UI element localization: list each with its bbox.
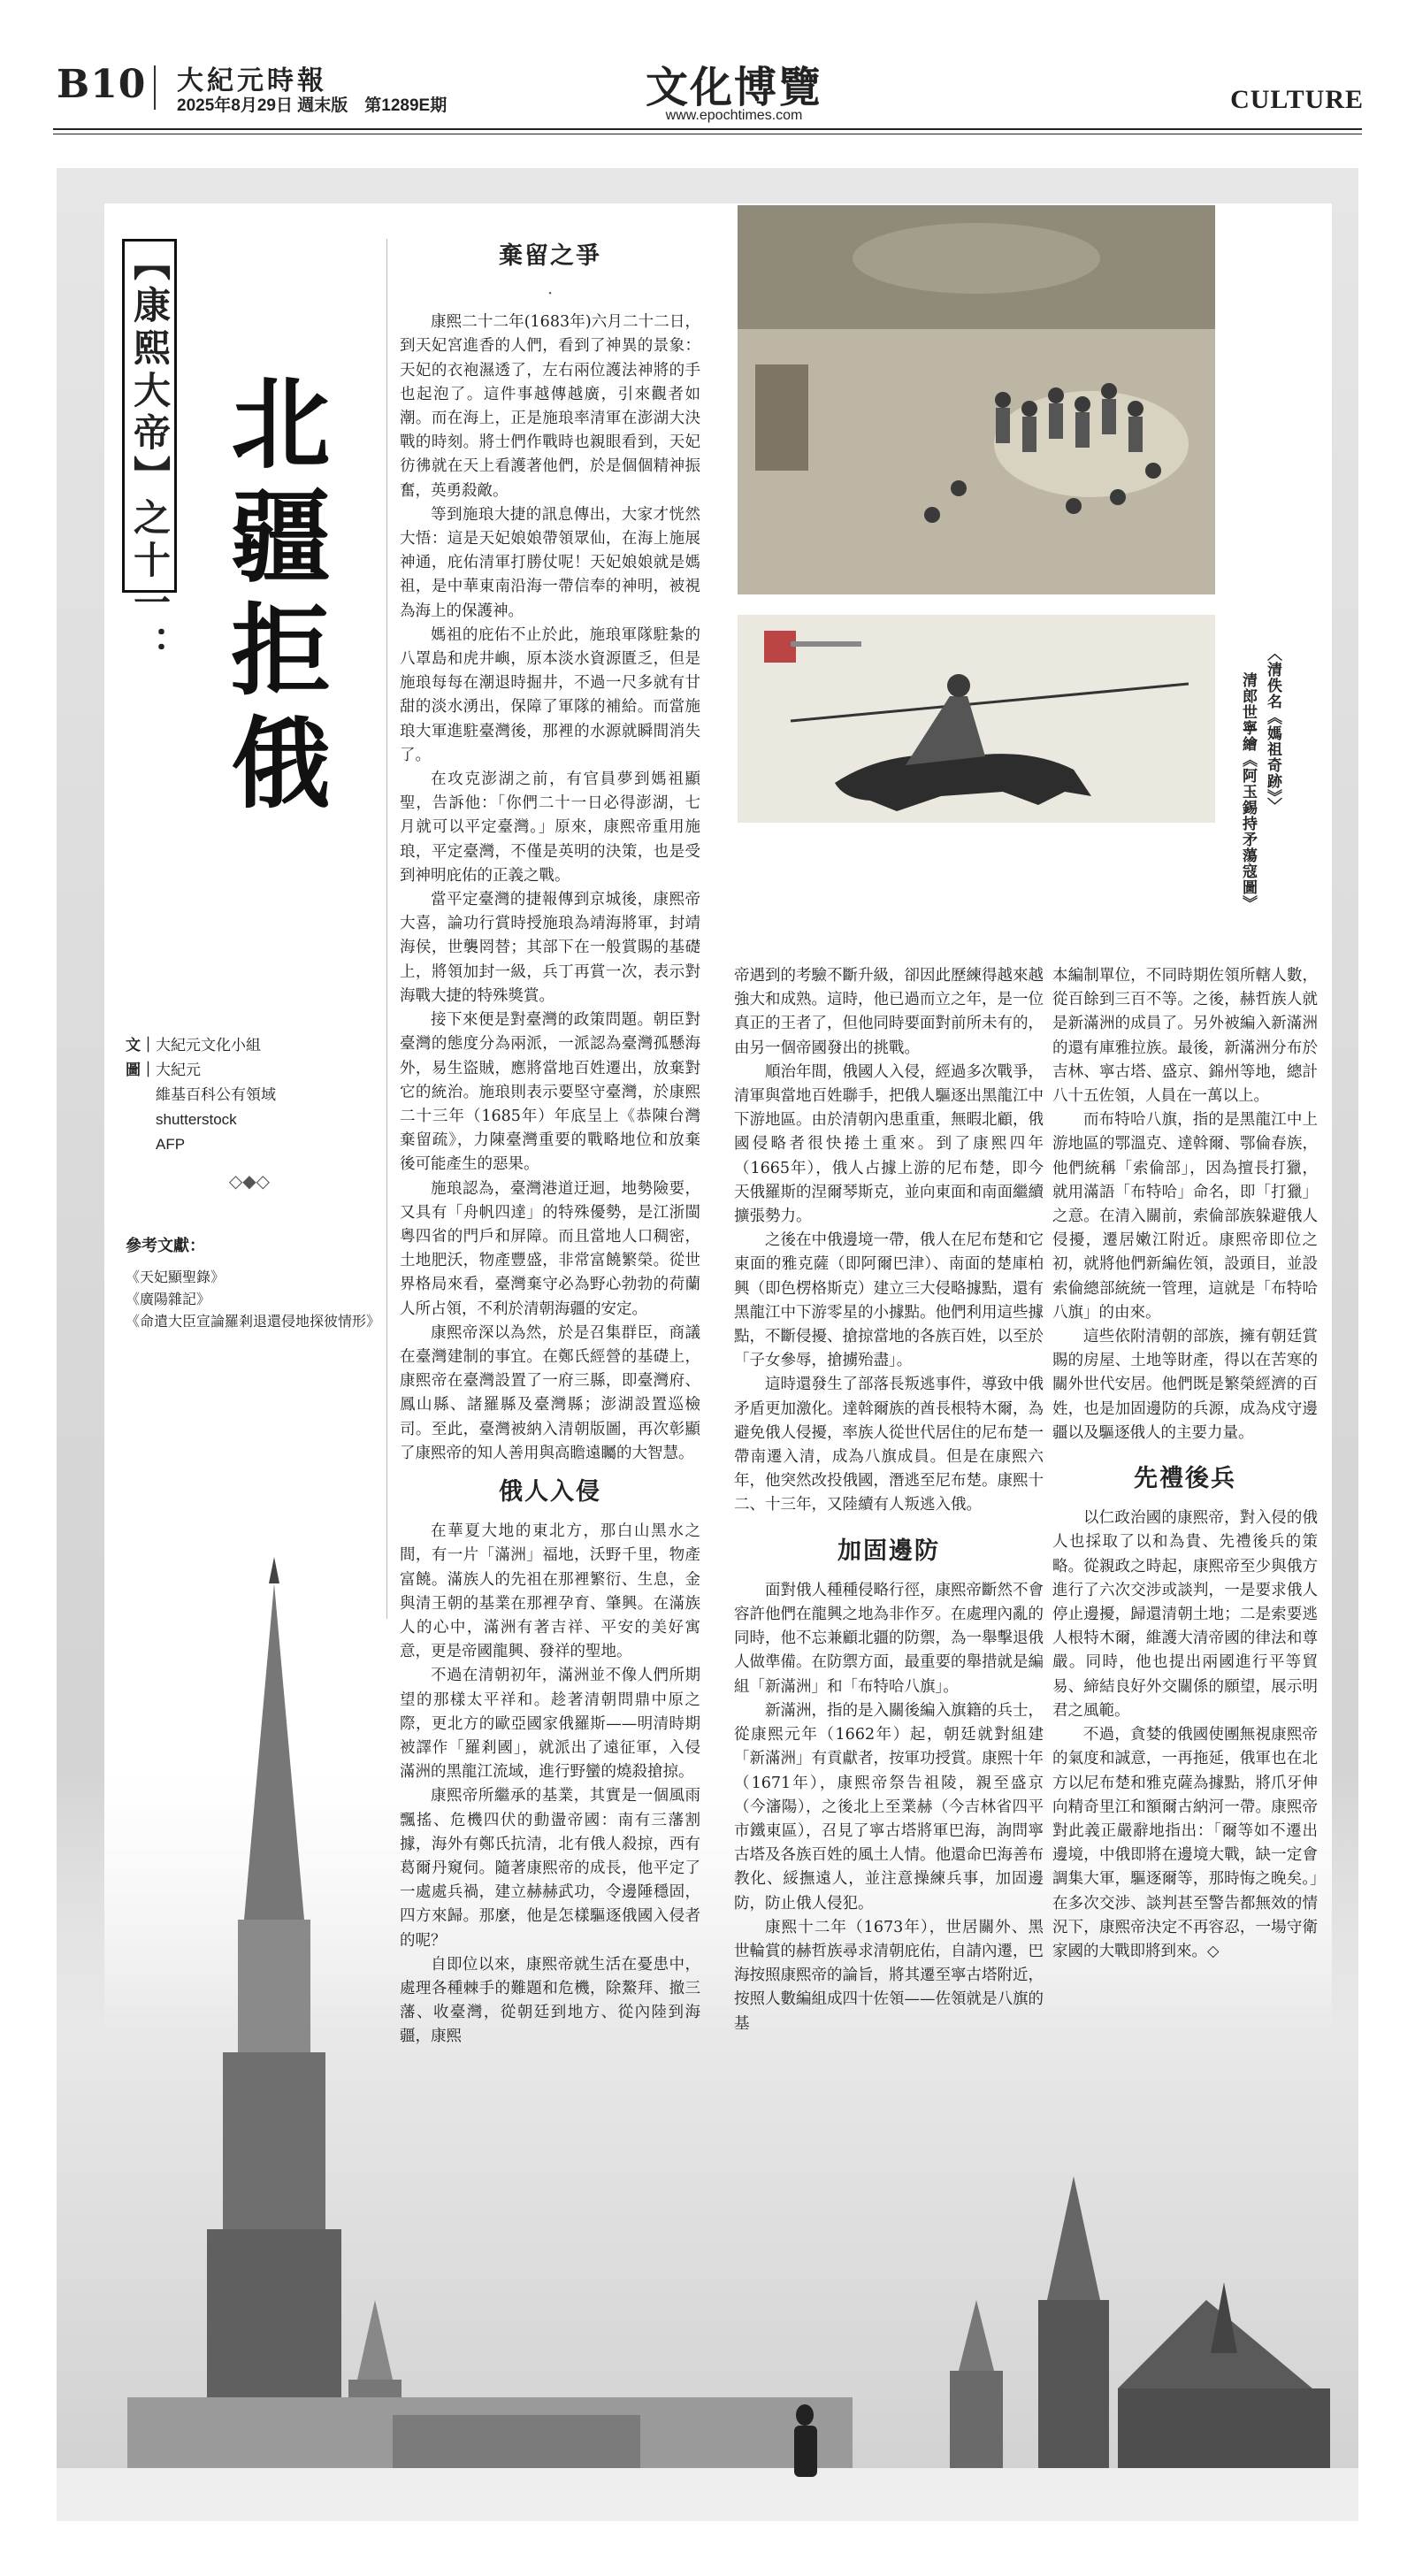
paragraph: 施琅認為，臺灣港道迂迴，地勢險要，又具有「舟帆四達」的特殊優勢，是江浙閩粵四省的門戶和屏障。而且當地人口稠密，土地肥沃，物產豐盛，非常富饒繁榮。從世界格局來看，臺灣棄守必為野心勃勃的荷蘭人所占領，不利於清朝海疆的安定。 [400,1179,700,1318]
paragraph: 康熙十二年（1673年），世居關外、黑世輪賞的赫哲族尋求清朝庇佑，自請內遷，巴海按照康熙帝的論旨，將其遷至寧古塔附近，按照人數編組成四十佐領——佐領就是八旗的基 [734,1918,1044,2033]
subhead-3: 加固邊防 [838,1537,940,1565]
credit-text-label: 文｜ [126,1037,156,1054]
credit-image-3: shutterstock [156,1111,237,1128]
paragraph: 而布特哈八旗，指的是黑龍江中上游地區的鄂溫克、達斡爾、鄂倫春族，他們統稱「索倫部」，因為擅長打獵，就用滿語「布特哈」命名，即「打獵」之意。在清入關前，索倫部族躲避俄人侵擾，遷居嫩江附近。康熙帝即位之初，就將他們新編佐領，設頭目，並設索倫總部統統一管理，這就是「布特哈八旗」的由來。 [1052,1111,1318,1322]
credit-image-1: 大紀元 [156,1062,201,1078]
article-column-3 [1052,964,1318,1964]
article-title: 北疆拒俄 [215,372,331,824]
paragraph: 不過在清朝初年，滿洲並不像人們所期望的那樣太平祥和。趁著清朝問鼎中原之際，更北方的歐亞國家俄羅斯——明清時期被譯作「羅剎國」，就派出了遠征軍，入侵滿洲的黑龍江流域，進行野蠻的燒殺搶掠。 [400,1667,700,1782]
paragraph: 接下來便是對臺灣的政策問題。朝臣對臺灣的態度分為兩派，一派認為臺灣孤懸海外，易生盜賊，應將當地百姓遷出，放棄對它的統治。施琅則表示要堅守臺灣，於康熙二十三年（1685年）年底呈上《恭陳台灣棄留疏》，力陳臺灣重要的戰略地位和放棄後可能產生的惡果。 [400,1011,700,1174]
header-divider [154,65,156,110]
section-label-en: CULTURE [1230,85,1364,114]
paragraph: 當平定臺灣的捷報傳到京城後，康熙帝大喜，論功行賞時授施琅為靖海將軍，封靖海侯，世襲罔替；其部下在一般賞賜的基礎上，將領加封一級，兵丁再賞一次，表示對海戰大捷的特殊獎賞。 [400,891,700,1005]
series-label: 【康熙大帝】之十一： [128,243,172,668]
painting-mazu-miracle [738,205,1215,594]
paragraph: 以仁政治國的康熙帝，對入侵的俄人也採取了以和為貴、先禮後兵的策略。從親政之時起，康熙帝至少與俄方進行了六次交涉或談判，一是要求俄人停止邊擾，歸還清朝土地；二是索要逃人根特木爾，維護大清帝國的律法和尊嚴。同時，他也提出兩國進行平等貿易、締結良好外交關係的願望，展示明君之風範。 [1052,1509,1318,1720]
paragraph: 在華夏大地的東北方，那白山黑水之間，有一片「滿洲」福地，沃野千里，物產富饒。滿族人的先祖在那裡繁衍、生息，金與清王朝的基業在那裡孕育、肇興。在滿族人的心中，滿洲有著吉祥、平安的美好寓意，更是帝國龍興、發祥的聖地。 [400,1522,700,1661]
ornament: · [547,282,554,304]
column-rule [386,239,387,1619]
paragraph: 康熙二十二年(1683年)六月二十二日，到天妃宮進香的人們，看到了神異的景象：天妃的衣袍濕透了，左右兩位護法神將的手也起泡了。這件事越傳越廣，引來觀者如潮。而在海上，正是施琅率清軍在澎湖大決戰的時刻。將士們作戰時也親眼看到，天妃彷彿就在天上看護著他們，於是個個精神振奮，英勇殺敵。 [400,313,700,500]
caption-ayusi: 清郎世寧繪《阿玉錫持矛蕩寇圖》 [1239,672,1257,911]
article-column-1 [400,239,700,2050]
paragraph: 在攻克澎湖之前，有官員夢到媽祖顯聖，告訴他：「你們二十一日必得澎湖，七月就可以平定臺灣。」原來，康熙帝重用施琅，平定臺灣，不僅是英明的決策，也是受到神明庇佑的正義之戰。 [400,770,700,885]
page-header [0,0,1415,142]
credits-ornament: ◇◆◇ [228,1172,271,1192]
paragraph: 本編制單位，不同時期佐領所轄人數，從百餘到三百不等。之後，赫哲族人就是新滿洲的成員了。另外被編入新滿洲的還有庫雅拉族。最後，新滿洲分布於吉林、寧古塔、盛京、錦州等地，總計八十五佐領，人員在一萬以上。 [1052,967,1318,1106]
paragraph: 康熙帝所繼承的基業，其實是一個風雨飄搖、危機四伏的動盪帝國：南有三藩割據，海外有鄭氏抗清，北有俄人殺掠，西有葛爾丹窺伺。隨著康熙帝的成長，他平定了一處處兵禍，建立赫赫武功，令邊陲穩固，四方來歸。那麼，他是怎樣驅逐俄國入侵者的呢？ [400,1787,700,1950]
section-title: 文化博覽 [645,63,822,112]
credit-image-label: 圖｜ [126,1062,156,1078]
paragraph: 等到施琅大捷的訊息傳出，大家才恍然大悟：這是天妃娘娘帶領眾仙，在海上施展神通，庇佑清軍打勝仗呢！天妃娘娘就是媽祖，是中華東南沿海一帶信奉的神明，被視為海上的保護神。 [400,505,700,620]
paragraph: 自即位以來，康熙帝就生活在憂患中，處理各種棘手的難題和危機，除鰲拜、撤三藩、收臺灣，從朝廷到地方、從內陸到海疆，康熙 [400,1955,700,2046]
reference-item: 《廣陽雜記》 [126,1291,211,1307]
subhead-2: 俄人入侵 [499,1477,601,1506]
paragraph: 媽祖的庇佑不止於此，施琅軍隊駐紮的八罩島和虎井嶼，原本淡水資源匱乏，但是施琅每每在潮退時掘井，不過一尺多就有甘甜的淡水湧出，保障了軍隊的補給。而當施琅大軍進駐臺灣後，那裡的水源就瞬間消失了。 [400,625,700,764]
credit-image-4: AFP [156,1136,186,1153]
references [126,1235,382,1332]
subhead-1: 棄留之爭 [499,242,601,270]
masthead: 大紀元時報 [177,65,327,96]
page-number: B10 [57,62,147,107]
credit-text: 大紀元文化小組 [156,1037,261,1054]
caption-mazu: ︿清佚名《媽祖奇跡》﹀ [1264,646,1281,814]
paragraph: 這些依附清朝的部族，擁有朝廷賞賜的房屋、土地等財產，得以在苦寒的關外世代安居。他們既是繁榮經濟的百姓，也是加固邊防的兵源，成為戍守邊疆以及驅逐俄人的主要力量。 [1052,1328,1318,1442]
credit-image-2: 維基百科公有領域 [156,1086,276,1103]
header-rule [53,128,1362,130]
reference-item: 《天妃顯聖錄》 [126,1269,226,1285]
snow-ground [57,2468,1358,2521]
references-title: 參考文獻： [126,1237,205,1255]
paragraph: 面對俄人種種侵略行徑，康熙帝斷然不會容許他們在龍興之地為非作歹。在處理內亂的同時，他不忘兼顧北疆的防禦，為一舉擊退俄人做準備。在防禦方面，最重要的舉措就是編組「新滿洲」和「布特哈八旗」。 [734,1581,1044,1696]
paragraph: 新滿洲，指的是入關後編入旗籍的兵士，從康熙元年（1662年）起，朝廷就對組建「新滿洲」有貢獻者，按軍功授賞。康熙十年（1671年），康熙帝祭告祖陵，親至盛京（今瀋陽），之後北上至業赫（今吉林省四平市鐵東區），召見了寧古塔將軍巴海，詢問寧古塔及各族百姓的風土人情。他還命巴海善布教化、綏撫遠人，並注意操練兵事，加固邊防，防止俄人侵犯。 [734,1701,1044,1913]
paragraph: 這時還發生了部落長叛逃事件，導致中俄矛盾更加激化。達斡爾族的酋長根特木爾，為避免俄人侵擾，率族人從世代居住的尼布楚一帶南遷入清，成為八旗成員。但是在康熙六年，他突然改投俄國，潛逃至尼布楚。康熙十二、十三年，又陸續有人叛逃入俄。 [734,1376,1044,1514]
paragraph: 帝遇到的考驗不斷升級，卻因此歷練得越來越強大和成熟。這時，他已過而立之年，是一位真正的王者了，但他同時要面對前所未有的，由另一個帝國發出的挑戰。 [734,967,1044,1057]
issue-info: 2025年8月29日 週末版 第1289E期 [177,96,447,115]
subhead-4: 先禮後兵 [1134,1465,1236,1493]
paragraph: 康熙帝深以為然，於是召集群臣，商議在臺灣建制的事宜。在鄭氏經營的基礎上，康熙帝在臺灣設置了一府三縣，即臺灣府、鳳山縣、諸羅縣及臺灣縣；澎湖設置巡檢司。至此，臺灣被納入清朝版圖，再次彰顯了康熙帝的知人善用與高瞻遠矚的大智慧。 [400,1323,700,1462]
paragraph: 之後在中俄邊境一帶，俄人在尼布楚和它東面的雅克薩（即阿爾巴津）、南面的楚庫柏興（即色楞格斯克）建立三大侵略據點，還有黑龍江中下游零星的小據點。他們利用這些據點，不斷侵擾、搶掠當地的各族百姓，以至於「子女參辱，搶擄殆盡」。 [734,1231,1044,1370]
paragraph: 順治年間，俄國人入侵，經過多次戰爭，清軍與當地百姓聯手，把俄人驅逐出黑龍江中下游地區。由於清朝內患重重，無暇北顧，俄國侵略者很快捲土重來。到了康熙四年（1665年），俄人占據上游的尼布楚，即今天俄羅斯的涅爾琴斯克，並向東面和南面繼續擴張勢力。 [734,1062,1044,1226]
article-column-2 [734,964,1044,2036]
site-url[interactable]: www.epochtimes.com [665,108,803,123]
reference-item: 《命遣大臣宣論羅剎退還侵地探彼情形》 [126,1313,381,1330]
paragraph: 不過，貪婪的俄國使團無視康熙帝的氣度和誠意，一再拖延，俄軍也在北方以尼布楚和雅克薩為據點，將爪牙伸向精奇里江和額爾古納河一帶。康熙帝對此義正嚴辭地指出：「爾等如不遷出邊境，中俄即將在邊境大戰，缺一定會調集大軍，驅逐爾等，那時悔之晚矣。」在多次交涉、談判甚至警告都無效的情況下，康熙帝決定不再容忍，一場守衛家國的大戰即將到來。◇ [1052,1726,1318,1960]
credits [126,1033,373,1200]
painting-ayusi-horseman [738,615,1215,823]
